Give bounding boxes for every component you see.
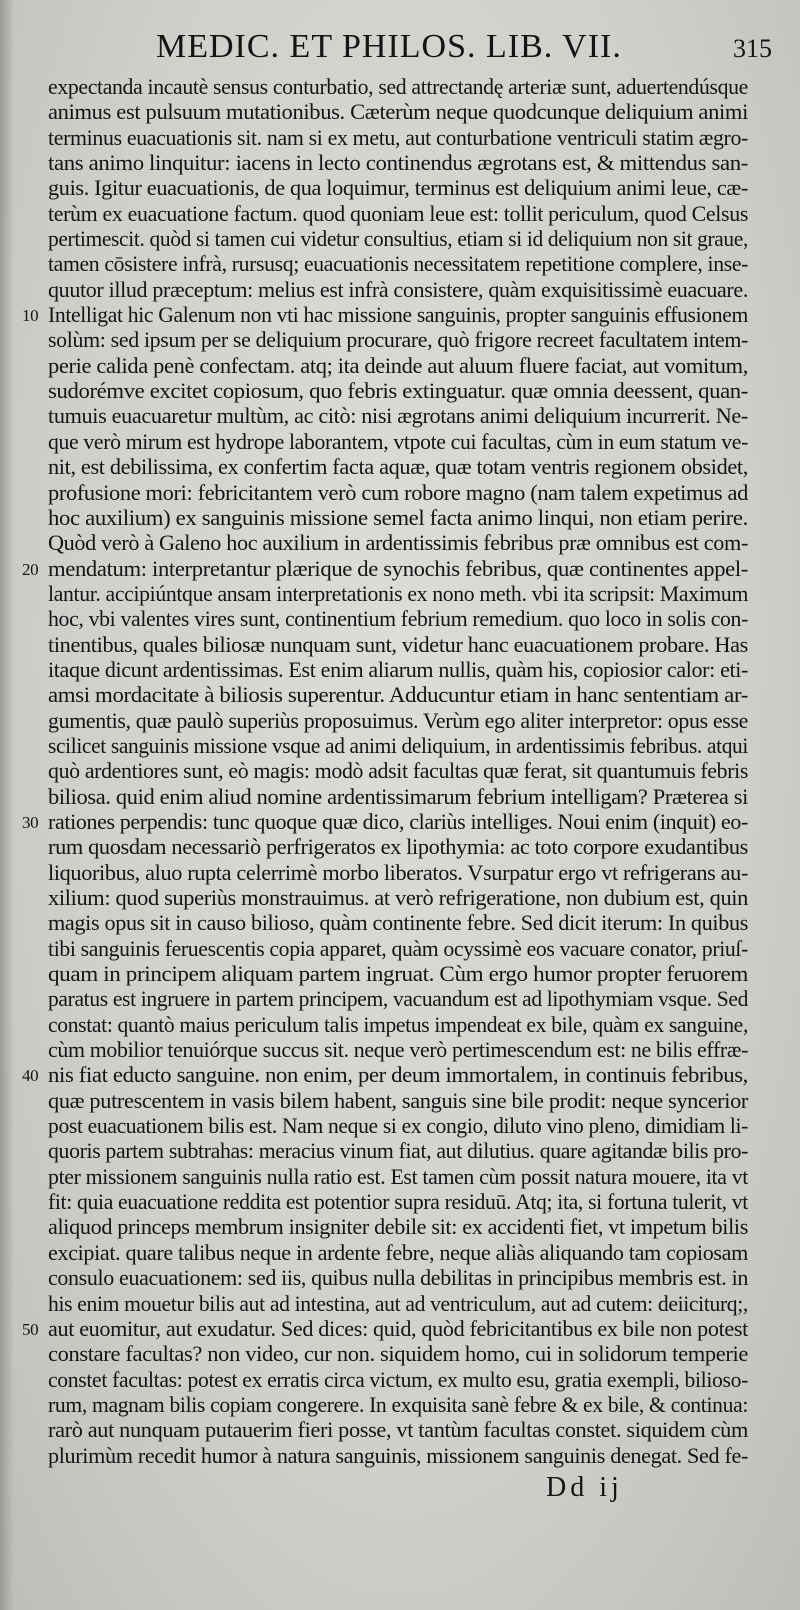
line-text: sudorémve excitet copiosum, quo febris extinguatur. quæ omnia deessent, quan- [48,378,748,404]
text-line [22,1062,772,1088]
line-number: 10 [22,306,39,326]
line-text: rationes perpendis: tunc quoque quæ dico, clariùs intelliges. Noui enim (inquit) eo- [48,808,748,834]
line-text: scilicet sanguinis missione vsque ad animi deliquium, in ardentissimis febribus. atqui [48,732,748,758]
text-line [48,632,772,657]
text-line [48,201,772,226]
line-number: 20 [22,559,39,579]
running-head: MEDIC. ET PHILOS. LIB. VII. [156,28,622,65]
line-text: tumuis euacuaretur multùm, ac citò: nisi ægrotans animi deliquium incurrerit. Ne- [48,403,749,429]
line-text: tans animo linquitur: iacens in lecto continendus ægrotans est, & mittendus san- [48,150,748,176]
line-text: quæ putrescentem in vasis bilem habent, sanguis sine bile prodit: neque syncerior [48,1087,748,1113]
text-line [48,1037,772,1062]
line-text: hoc, vbi valentes vires sunt, continentium febrium remedium. quo loco in solis con- [48,606,748,632]
line-text: pertimescit. quòd si tamen cui videtur consultius, etiam si id deliquium non sit graue, [48,226,748,252]
text-line [48,454,772,479]
line-text: paratus est ingruere in partem principem, vacuandum est ad lipothymiam vsque. Sed [48,986,748,1012]
text-line [48,1012,772,1037]
signature-mark: Dd ij [546,1471,623,1503]
line-text: aut euomitur, aut exudatur. Sed dices: quid, quòd febricitantibus ex bile non potest [48,1315,749,1341]
text-line [48,834,772,859]
line-text: rarò aut nunquam putauerim fieri posse, vt tantùm facultas constet. siquidem cùm [48,1417,748,1443]
line-text: terùm ex euacuatione factum. quod quoniam leue est: tollit periculum, quod Celsus [48,200,748,226]
text-line [48,1189,772,1214]
line-text: nit, est debilissima, ex confertim facta aquæ, quæ totam ventris regionem obsidet, [48,454,748,480]
line-text: rum quosdam necessariò perfrigeratos ex lipothymia: ac toto corpore exudantibus [48,834,748,860]
line-text: Intelligat hic Galenum non vti hac missione sanguinis, propter sanguinis effusionem [48,302,748,328]
text-line [48,1113,772,1138]
text-line [48,581,772,606]
text-line [48,1088,772,1113]
line-text: plurimùm recedit humor à natura sanguinis, missionem sanguinis denegat. Sed fe- [48,1442,748,1468]
text-line [48,251,772,276]
text-line [48,758,772,783]
page-footer [48,1472,772,1512]
text-line [48,885,772,910]
text-line [48,429,772,454]
text-line [48,505,772,530]
line-text: his enim mouetur bilis aut ad intestina, aut ad ventriculum, aut ad cutem: deiiciturq;, [48,1290,748,1316]
text-line [48,277,772,302]
text-line [48,1367,772,1392]
line-number: 40 [22,1066,39,1086]
text-line [48,150,772,175]
line-text: quam in principem aliquam partem ingruat. Cùm ergo humor propter feruorem [48,961,748,987]
line-text: cùm mobilior tenuiórque succus sit. neque verò pertimescendum est: ne bilis effræ- [48,1037,748,1063]
line-text: xilium: quod superiùs monstrauimus. at verò refrigeratione, non dubium est, quin [48,885,748,910]
line-text: excipiat. quare talibus neque in ardente febre, neque aliàs aliquando tam copiosam [48,1239,749,1265]
line-text: nis fiat educto sanguine. non enim, per deum immortalem, in continuis febribus, [48,1062,748,1088]
text-line [48,1392,772,1417]
line-text: quò ardentiores sunt, eò magis: modò adsit facultas quæ ferat, sit quantumuis febris [48,758,748,784]
line-text: mendatum: interpretantur plærique de synochis febribus, quæ continentes appel- [48,555,748,581]
body-text [22,74,772,1468]
text-line [48,606,772,631]
line-text: solùm: sed ipsum per se deliquium procurare, quò frigore recreet facultatem intem- [48,327,748,353]
text-line [48,99,772,124]
text-line [48,936,772,961]
line-text: amsi mordacitate à biliosis superentur. Adducuntur etiam in hanc sententiam ar- [48,682,748,708]
text-line [22,1315,772,1341]
line-text: perie calida penè confectam. atq; ita deinde aut aluum fluere faciat, aut vomitum, [48,352,749,378]
line-text: post euacuationem bilis est. Nam neque si ex congio, diluto vino pleno, dimidiam li- [48,1113,748,1139]
text-line [48,226,772,251]
text-line [48,986,772,1011]
text-line [48,657,772,682]
text-line [48,708,772,733]
line-text: profusione mori: febricitantem verò cum robore magno (nam talem expetimus ad [48,479,748,505]
line-number: 30 [22,812,39,832]
page-number: 315 [733,34,772,63]
text-line [48,784,772,809]
text-line [48,175,772,200]
line-number: 50 [22,1319,39,1339]
text-line [48,1164,772,1189]
line-text: magis opus sit in causo bilioso, quàm continente febre. Sed dicit iterum: In quibus [48,910,748,936]
line-text: biliosa. quid enim aliud nomine ardentissimarum febrium intelligam? Præterea si [48,783,748,809]
line-text: rum, magnam bilis copiam congerere. In exquisita sanè febre & ex bile, & continua: [48,1391,748,1417]
text-line [48,378,772,403]
line-text: hoc auxilium) ex sanguinis missione semel facta animo linqui, non etiam perire. [48,504,748,530]
text-line [48,860,772,885]
text-line [48,682,772,707]
line-text: animus est pulsuum mutationibus. Cæterùm neque quodcunque deliquium animi [48,99,748,125]
line-text: lantur. accipiúntque ansam interpretationis ex nono meth. vbi ita scripsit: Maximum [48,580,748,606]
page-header [48,26,772,72]
line-text: tinentibus, quales biliosæ nunquam sunt, videtur hanc euacuationem probare. Has [48,631,748,657]
text-line [48,1417,772,1442]
text-line [22,302,772,328]
text-line [48,327,772,352]
line-text: constet facultas: potest ex erratis circa victum, ex multo esu, gratia exempli, bilioso- [48,1366,748,1392]
line-text: fit: quia euacuatione reddita est potentior supra residuū. Atq; ita, si fortuna tulerit, vt [48,1189,748,1215]
text-line [48,480,772,505]
text-line [48,1341,772,1366]
line-text: pter missionem sanguinis nulla ratio est. Est tamen cùm possit natura mouere, ita vt [48,1163,748,1189]
line-text: que verò mirum est hydrope laborantem, vtpote cui facultas, cùm in eum statum ve- [48,428,748,454]
text-line [48,1214,772,1239]
line-text: terminus euacuationis sit. nam si ex metu, aut conturbatione ventriculi statim ægro- [48,124,748,150]
line-text: consulo euacuationem: sed iis, quibus nulla debilitas in principibus membris est. in [48,1265,748,1291]
text-line [48,1291,772,1316]
line-text: itaque dicunt ardentissimas. Est enim aliarum nullis, quàm his, copiosior calor: eti- [48,656,749,682]
line-text: constare facultas? non video, cur non. siquidem homo, cui in solidorum temperie [48,1341,749,1367]
line-text: tibi sanguinis feruescentis copia apparet, quàm ocyssimè eos vacuare conator, priuſ- [48,935,748,961]
text-line [48,74,772,99]
text-line [22,808,772,834]
line-text: quutor illud præceptum: melius est infrà consistere, quàm exquisitissimè euacuare. [48,276,748,302]
text-line [48,530,772,555]
line-text: guis. Igitur euacuationis, de qua loquimur, terminus est deliquium animi leue, cæ- [48,175,748,201]
line-text: Quòd verò à Galeno hoc auxilium in ardentissimis febribus præ omnibus est com- [48,530,748,556]
line-text: gumentis, quæ paulò superiùs proposuimus. Verùm ego aliter interpretor: opus esse [48,707,748,733]
line-text: aliquod princeps membrum insigniter debile sit: ex accidenti fiet, vt impetum bilis [48,1214,748,1240]
text-line [48,910,772,935]
line-text: constat: quantò maius periculum talis impetus impendeat ex bile, quàm ex sanguine, [48,1011,748,1037]
text-line [48,125,772,150]
line-text: expectanda incautè sensus conturbatio, sed attrectandę arteriæ sunt, aduertendúsque [48,74,748,99]
line-text: tamen cōsistere infrà, rursusq; euacuationis necessitatem repetitione complere, inse- [48,251,748,277]
text-line [48,1138,772,1163]
text-line [48,1240,772,1265]
line-text: quoris partem subtrahas: meracius vinum fiat, aut dilutius. quare agitandæ bilis pro- [48,1138,748,1164]
text-line [22,555,772,581]
text-line [48,403,772,428]
text-line [48,961,772,986]
text-line [48,1265,772,1290]
text-line [48,1443,772,1468]
text-line [48,353,772,378]
line-text: liquoribus, aluo rupta celerrimè morbo liberatos. Vsurpatur ergo vt refrigerans au- [48,859,748,885]
text-line [48,733,772,758]
